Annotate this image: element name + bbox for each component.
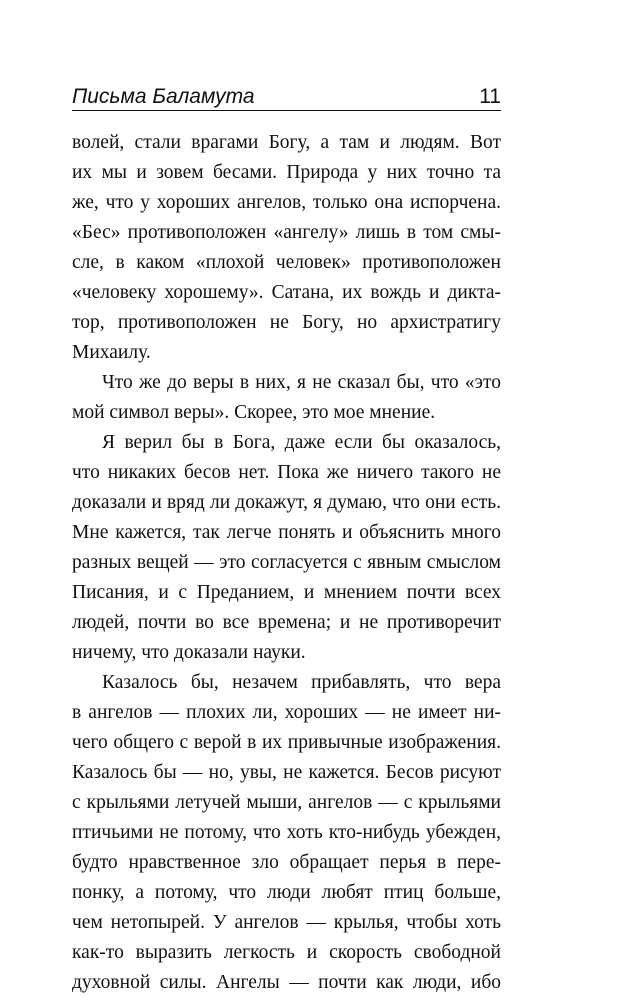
text-line: как-то выразить легкость и скорость свободной <box>72 942 501 963</box>
text-line: волей, стали врагами Богу, а там и людям. Вот <box>72 132 501 153</box>
text-line: Я верил бы в Бога, даже если бы оказалось, <box>102 432 501 453</box>
text-line: будто нравственное зло обращает перья в пере- <box>72 852 501 873</box>
text-line: духовной силы. Ангелы — почти как люди, ибо <box>72 972 501 993</box>
text-line: людей, почти во все времена; и не противоречит <box>72 612 501 633</box>
text-line: «Бес» противоположен «ангелу» лишь в том смы- <box>72 222 501 243</box>
page-number: 11 <box>479 85 501 108</box>
text-line: чем нетопырей. У ангелов — крылья, чтобы хоть <box>72 912 501 933</box>
text-line: Что же до веры в них, я не сказал бы, что «это <box>102 372 501 393</box>
text-line: Казалось бы — но, увы, не кажется. Бесов рисуют <box>72 762 501 783</box>
text-line: Мне кажется, так легче понять и объяснить много <box>72 522 501 543</box>
text-line: Казалось бы, незачем прибавлять, что вера <box>102 672 501 693</box>
text-line: Михаилу. <box>72 342 151 363</box>
text-line: Писания, и с Преданием, и мнением почти всех <box>72 582 501 603</box>
text-line: в ангелов — плохих ли, хороших — не имеет ни- <box>72 702 501 723</box>
text-line: же, что у хороших ангелов, только она испорчена. <box>72 192 501 213</box>
text-line: птичьими не потому, что хоть кто-нибудь убежден, <box>72 822 501 843</box>
text-line: их мы и зовем бесами. Природа у них точно та <box>72 162 501 183</box>
header-rule <box>72 110 501 111</box>
text-line: понку, а потому, что люди любят птиц больше, <box>72 882 501 903</box>
body-text <box>72 128 501 998</box>
text-line: чего общего с верой в их привычные изображения. <box>72 732 501 753</box>
text-line: сле, в каком «плохой человек» противоположен <box>72 252 501 273</box>
text-line: ничему, что доказали науки. <box>72 642 306 663</box>
text-line: «человеку хорошему». Сатана, их вождь и дикта- <box>72 282 501 303</box>
text-line: разных вещей — это согласуется с явным смыслом <box>72 552 501 573</box>
text-line: мой символ веры». Скорее, это мое мнение. <box>72 402 436 423</box>
running-title: Письма Баламута <box>72 85 255 108</box>
page-header <box>72 84 501 110</box>
text-line: доказали и вряд ли докажут, я думаю, что они есть. <box>72 492 501 513</box>
text-line: что никаких бесов нет. Пока же ничего такого не <box>72 462 501 483</box>
text-line: тор, противоположен не Богу, но архистратигу <box>72 312 501 333</box>
text-line: с крыльями летучей мыши, ангелов — с крыльями <box>72 792 501 813</box>
